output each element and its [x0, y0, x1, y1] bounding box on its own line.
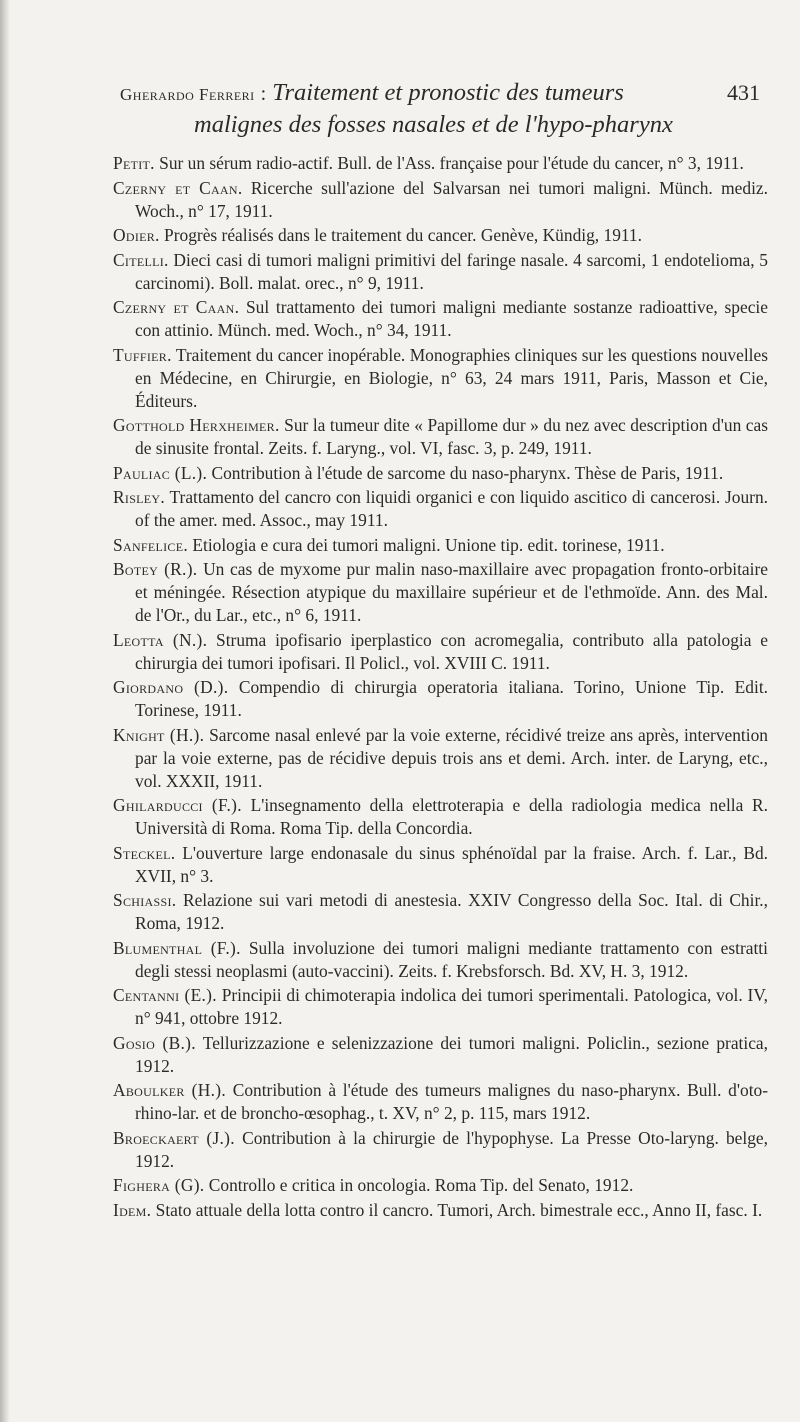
reference-author: Giordano (D.).	[113, 677, 229, 697]
reference-entry	[113, 1032, 768, 1078]
reference-author: Pauliac (L.).	[113, 462, 208, 483]
reference-text: Progrès réalisés dans le traitement du cancer. Genève, Kündig, 1911.	[159, 225, 642, 245]
reference-author: Czerny et Caan.	[113, 297, 240, 317]
reference-text: Ricerche sull'azione del Salvarsan nei tumori maligni. Münch. mediz. Woch., n° 17, 1911.	[135, 177, 768, 221]
header-separator: :	[260, 83, 267, 105]
reference-entry	[113, 414, 768, 460]
reference-text: Un cas de myxome pur malin naso-maxillaire avec propagation fronto-orbitaire et méningée. Résection atypique du maxillaire supérieur et de l'ethmoïde. Ann. des Mal. de l'Or., du Lar., etc., n° 6, 1911.	[135, 559, 768, 625]
reference-entry	[113, 842, 768, 888]
reference-author: Aboulker (H.).	[113, 1080, 226, 1100]
reference-text: L'insegnamento della elettroterapia e della radiologia medica nella R. Università di Roma. Roma Tip. della Concordia.	[135, 795, 768, 838]
reference-text: Sulla involuzione dei tumori maligni mediante trattamento con estratti degli stessi neoplasmi (auto-vaccini). Zeits. f. Krebsforsch. Bd. XV, H. 3, 1912.	[135, 937, 768, 981]
reference-entry	[113, 1079, 768, 1125]
reference-author: Idem.	[113, 1199, 152, 1220]
reference-text: Contribution à l'étude des tumeurs malignes du naso-pharynx. Bull. d'oto-rhino-lar. et de broncho-œsophag., t. XV, n° 2, p. 115, mars 1912.	[135, 1080, 769, 1123]
reference-text: Sul trattamento dei tumori maligni mediante sostanze radioattive, specie con attinio. Münch. med. Woch., n° 34, 1911.	[135, 297, 768, 340]
reference-author: Botey (R.).	[113, 559, 198, 579]
reference-author: Ghilarducci (F.).	[113, 795, 242, 815]
reference-text: Contribution à la chirurgie de l'hypophyse. La Presse Oto-laryng. belge, 1912.	[135, 1127, 768, 1171]
reference-entry	[113, 1127, 768, 1173]
reference-author: Citelli.	[113, 249, 169, 270]
reference-author: Odier.	[113, 225, 160, 245]
reference-entry	[113, 937, 768, 983]
header-title-line-2: malignes des fosses nasales et de l'hypo-pharynx	[194, 111, 673, 138]
reference-entry	[113, 984, 768, 1030]
reference-author: Schiassi.	[113, 890, 177, 910]
reference-text: Sur la tumeur dite « Papillome dur » du nez avec description d'un cas de sinusite frontal. Zeits. f. Laryng., vol. VI, fasc. 3, p. 249, 1911.	[135, 415, 768, 458]
reference-list	[113, 152, 768, 1223]
reference-author: Risley.	[113, 487, 166, 507]
reference-text: L'ouverture large endonasale du sinus sphénoïdal par la fraise. Arch. f. Lar., Bd. XVII, n° 3.	[135, 842, 768, 886]
reference-author: Czerny et Caan.	[113, 177, 243, 198]
reference-entry	[113, 486, 768, 532]
reference-text: Traitement du cancer inopérable. Monographies cliniques sur les questions nouvelles en Médecine, en Chirurgie, en Biologie, n° 63, 24 mars 1911, Paris, Masson et Cie, Éditeurs.	[135, 344, 768, 411]
reference-entry	[113, 629, 768, 675]
reference-entry	[113, 676, 768, 722]
reference-entry	[113, 224, 768, 247]
header-author: Gherardo Ferreri	[120, 85, 255, 104]
reference-author: Blumenthal (F.).	[113, 937, 241, 958]
reference-author: Broeckaert (J.).	[113, 1127, 235, 1148]
reference-author: Gotthold Herxheimer.	[113, 415, 280, 435]
reference-entry	[113, 558, 768, 627]
reference-author: Tuffier.	[113, 344, 172, 365]
reference-text: Sur un sérum radio-actif. Bull. de l'Ass. française pour l'étude du cancer, n° 3, 1911.	[154, 153, 744, 173]
reference-entry	[113, 152, 768, 175]
reference-author: Centanni (E.).	[113, 985, 217, 1005]
reference-text: Struma ipofisario iperplastico con acromegalia, contributo alla patologia e chirurgia dei tumori ipofisari. Il Policl., vol. XVIII C. 1911.	[135, 629, 768, 673]
reference-entry	[113, 889, 768, 935]
reference-entry	[113, 534, 768, 557]
reference-text: Contribution à l'étude de sarcome du naso-pharynx. Thèse de Paris, 1911.	[207, 462, 724, 483]
running-header	[120, 78, 760, 140]
header-line-1	[120, 78, 760, 110]
reference-author: Gosio (B.).	[113, 1032, 196, 1053]
reference-entry	[113, 1199, 768, 1222]
reference-text: Relazione sui vari metodi di anestesia. XXIV Congresso della Soc. Ital. di Chir., Roma, 1912.	[135, 890, 768, 933]
reference-text: Stato attuale della lotta contro il cancro. Tumori, Arch. bimestrale ecc., Anno II, fasc. I.	[151, 1199, 763, 1220]
reference-author: Sanfelice.	[113, 534, 189, 555]
reference-entry	[113, 724, 768, 793]
reference-text: Tellurizzazione e selenizzazione dei tumori maligni. Policlin., sezione pratica, 1912.	[135, 1032, 768, 1076]
reference-entry	[113, 177, 768, 223]
reference-entry	[113, 794, 768, 840]
reference-text: Dieci casi di tumori maligni primitivi del faringe nasale. 4 sarcomi, 1 endotelioma, 5 carcinomi). Boll. malat. orec., n° 9, 1911.	[135, 249, 768, 293]
reference-text: Trattamento del cancro con liquidi organici e con liquido ascitico di cancerosi. Journ. of the amer. med. Assoc., may 1911.	[135, 487, 768, 530]
reference-entry	[113, 344, 768, 413]
reference-entry	[113, 249, 768, 295]
reference-text: Etiologia e cura dei tumori maligni. Unione tip. edit. torinese, 1911.	[188, 534, 665, 555]
page-number: 431	[727, 80, 760, 105]
reference-author: Knight (H.).	[113, 724, 205, 745]
reference-author: Steckel.	[113, 842, 176, 863]
reference-author: Fighera (G).	[113, 1175, 205, 1195]
reference-text: Compendio di chirurgia operatoria italiana. Torino, Unione Tip. Edit. Torinese, 1911.	[135, 677, 768, 720]
reference-entry	[113, 296, 768, 342]
reference-text: Principii di chimoterapia indolica dei tumori sperimentali. Patologica, vol. IV, n° 941, ottobre 1912.	[135, 985, 768, 1028]
page-spine-shadow	[0, 0, 10, 1422]
reference-entry	[113, 462, 768, 485]
header-title-line-1: Traitement et pronostic des tumeurs	[272, 79, 624, 106]
reference-entry	[113, 1174, 768, 1197]
reference-author: Leotta (N.).	[113, 629, 208, 650]
reference-author: Petit.	[113, 153, 155, 173]
reference-text: Controllo e critica in oncologia. Roma Tip. del Senato, 1912.	[204, 1175, 634, 1195]
reference-text: Sarcome nasal enlevé par la voie externe, récidivé treize ans après, intervention par la voie externe, pas de récidive depuis trois ans et demi. Arch. inter. de Laryng, etc., vol. XXXII, 1911.	[135, 724, 768, 791]
